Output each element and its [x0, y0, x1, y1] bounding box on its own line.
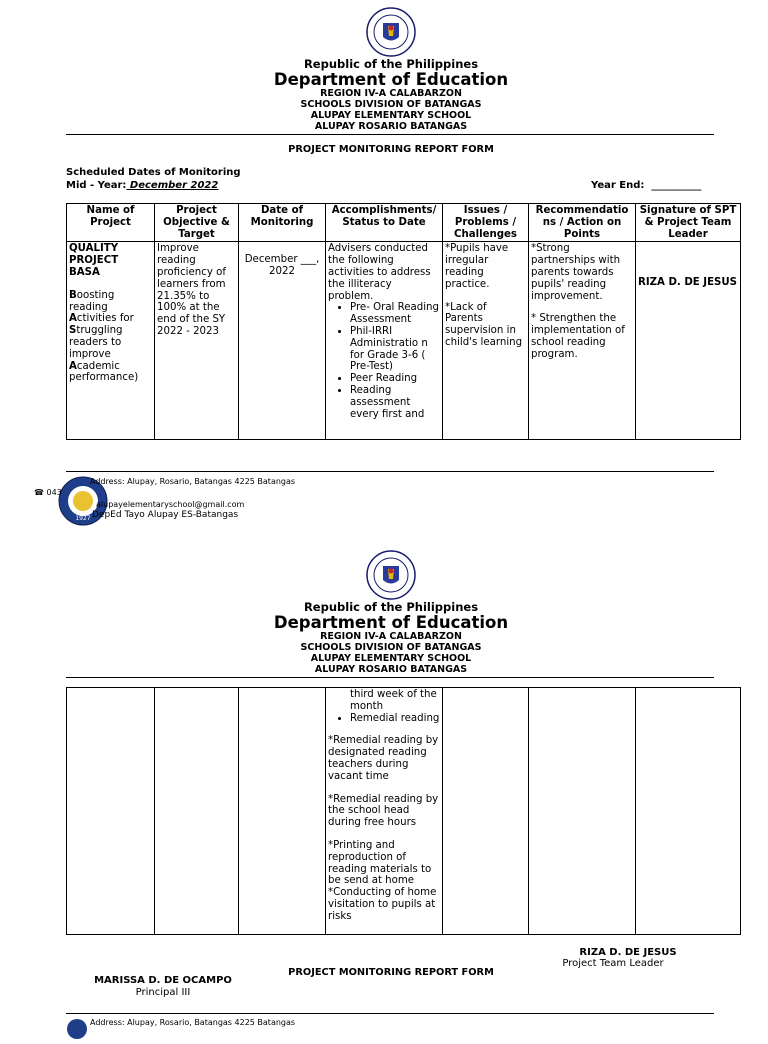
department-title: Department of Education — [273, 613, 509, 632]
accomplishment-list — [328, 302, 440, 420]
footer-divider — [66, 1013, 714, 1014]
monitoring-table-continued — [66, 687, 741, 935]
acronym-line: reading — [69, 301, 108, 313]
cell-date — [239, 688, 326, 935]
issue-item: *Lack of Parents supervision in child's learning — [445, 301, 523, 348]
republic-label: Republic of the Philippines — [303, 600, 479, 614]
list-item: • Peer Reading — [350, 373, 440, 385]
cell-date: December ___, 2022 — [239, 242, 326, 440]
acronym-line: Academic — [69, 360, 120, 372]
principal-name: MARISSA D. DE OCAMPO — [94, 975, 232, 986]
accomplishment-paragraph: *Remedial reading by designated reading teachers during vacant time — [328, 735, 439, 782]
phone-icon: ☎ — [34, 488, 44, 497]
table-row — [67, 242, 741, 440]
acronym-line: Boosting — [69, 289, 115, 301]
recommendation-item: *Strong partnerships with parents towards pupils' reading improvement. — [531, 243, 621, 302]
form-title: PROJECT MONITORING REPORT FORM — [288, 144, 494, 155]
cell-recommendations — [529, 688, 636, 935]
leader-title: Project Team Leader — [562, 958, 664, 969]
cell-issues — [443, 688, 529, 935]
region-label: REGION IV-A CALABARZON — [320, 631, 462, 642]
col-header-recommendations: Recommendatio ns / Action on Points — [529, 204, 636, 242]
department-title: Department of Education — [273, 70, 509, 89]
cell-project-name — [67, 688, 155, 935]
acronym-line: improve — [69, 348, 111, 360]
year-end-row — [591, 180, 701, 191]
cell-project-name — [67, 242, 155, 440]
division-label: SCHOOLS DIVISION OF BATANGAS — [300, 642, 482, 653]
recommendation-item: * Strengthen the implementation of school reading program. — [531, 313, 625, 360]
col-header-signature: Signature of SPT & Project Team Leader — [636, 204, 741, 242]
address-label: ALUPAY ROSARIO BATANGAS — [314, 121, 468, 132]
mid-year-value: December 2022 — [126, 180, 219, 191]
year-end-value: __________ — [651, 180, 702, 191]
signature-name: RIZA D. DE JESUS — [638, 277, 737, 289]
accomplishment-paragraph: *Conducting of home visitation to pupils at risks — [328, 887, 437, 922]
school-seal-logo — [66, 1018, 88, 1040]
cell-objective — [155, 688, 239, 935]
principal-title: Principal III — [135, 987, 191, 998]
accomplishment-paragraph: *Remedial reading by the school head during free hours — [328, 793, 439, 829]
school-label: ALUPAY ELEMENTARY SCHOOL — [310, 653, 472, 664]
republic-label: Republic of the Philippines — [303, 57, 479, 71]
list-item: • Pre- Oral Reading Assessment — [350, 302, 440, 326]
col-header-name: Name of Project — [67, 204, 155, 242]
scheduled-dates-label: Scheduled Dates of Monitoring — [66, 167, 241, 178]
col-header-date: Date of Monitoring — [239, 204, 326, 242]
col-header-issues: Issues / Problems / Challenges — [443, 204, 529, 242]
issue-item: *Pupils have irregular reading practice. — [445, 243, 509, 290]
footer-facebook: DepEd Tayo Alupay ES-Batangas — [92, 510, 239, 520]
header-divider — [66, 134, 714, 135]
list-item: • Phil-IRRI Administratio n for Grade 3-6 ( Pre-Test) — [350, 326, 440, 373]
header-divider — [66, 677, 714, 678]
footer-address: Address: Alupay, Rosario, Batangas 4225 Batangas — [90, 477, 296, 486]
cell-recommendations — [529, 242, 636, 440]
cell-issues — [443, 242, 529, 440]
footer-divider — [66, 471, 714, 472]
monitoring-table — [66, 203, 741, 440]
address-label: ALUPAY ROSARIO BATANGAS — [314, 664, 468, 675]
form-title: PROJECT MONITORING REPORT FORM — [288, 967, 494, 978]
acronym-line: readers to — [69, 336, 122, 348]
footer-email: alupayelementaryschool@gmail.com — [96, 500, 245, 509]
deped-seal-logo — [366, 7, 416, 57]
cell-signature — [636, 242, 741, 440]
footer-phone: ☎ 043 — [34, 488, 62, 497]
acronym-line: Struggling — [69, 325, 123, 337]
accomplishment-paragraph: *Printing and reproduction of reading materials to be send at home — [328, 839, 432, 887]
cell-signature — [636, 688, 741, 935]
accomplishment-intro: Advisers conducted the following activities to address the illiteracy problem. — [328, 243, 431, 302]
acronym-line: performance) — [69, 372, 139, 384]
col-header-accomplishments: Accomplishments/ Status to Date — [326, 204, 443, 242]
accomplishment-list — [328, 713, 440, 725]
col-header-objective: Project Objective & Target — [155, 204, 239, 242]
acronym-line: Activities for — [69, 313, 134, 325]
school-label: ALUPAY ELEMENTARY SCHOOL — [310, 110, 472, 121]
mid-year-row — [66, 180, 218, 191]
list-item: • Reading assessment every first and — [350, 385, 440, 420]
cell-objective: Improve reading proficiency of learners from 21.35% to 100% at the end of the SY 2022 - 2023 — [155, 242, 239, 440]
year-end-label: Year End: — [591, 180, 645, 191]
division-label: SCHOOLS DIVISION OF BATANGAS — [300, 99, 482, 110]
accomplishment-continued: third week of the month — [350, 689, 437, 712]
cell-accomplishments — [326, 688, 443, 935]
leader-name: RIZA D. DE JESUS — [579, 947, 677, 958]
project-name: QUALITY PROJECT BASA — [69, 243, 119, 278]
table-header-row — [67, 204, 741, 242]
deped-seal-logo — [366, 550, 416, 600]
list-item: • Remedial reading — [350, 713, 440, 725]
region-label: REGION IV-A CALABARZON — [320, 88, 462, 99]
mid-year-label: Mid - Year: — [66, 180, 127, 191]
table-row — [67, 688, 741, 935]
cell-accomplishments — [326, 242, 443, 440]
footer-address: Address: Alupay, Rosario, Batangas 4225 Batangas — [90, 1018, 296, 1027]
school-seal-year: 1927 — [75, 515, 91, 522]
